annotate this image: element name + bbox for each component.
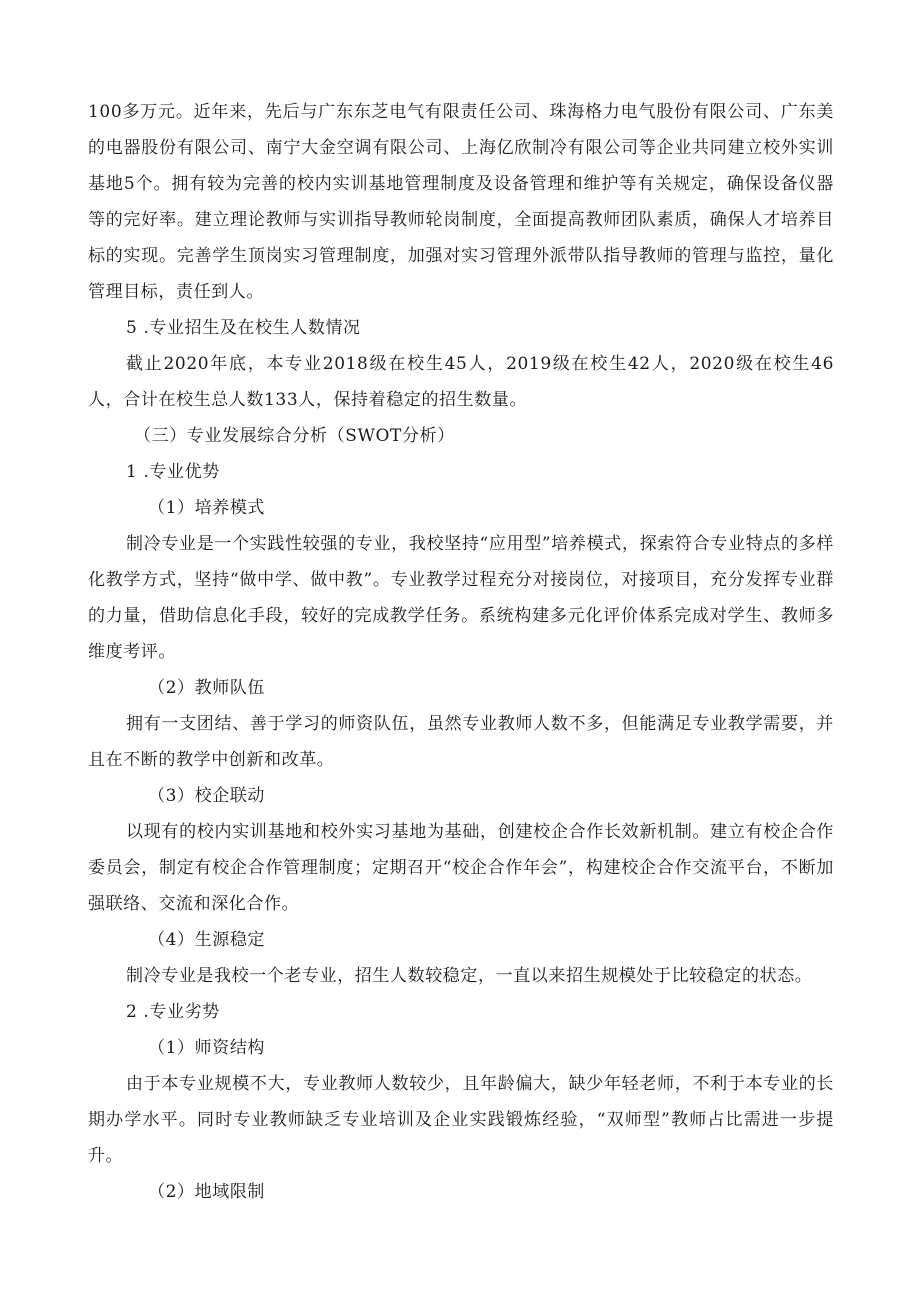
paragraph-school-enterprise: 以现有的校内实训基地和校外实习基地为基础，创建校企合作长效新机制。建立有校企合作委员会，制定有校企合作管理制度；定期召开“校企合作年会”，构建校企合作交流平台，不断加强联络、交流和深化合作。 [88, 822, 834, 914]
paragraph-teaching-staff: 拥有一支团结、善于学习的师资队伍，虽然专业教师人数不多，但能满足专业教学需要，并且在不断的教学中创新和改革。 [88, 714, 834, 770]
paragraph-training-model: 制冷专业是一个实践性较强的专业，我校坚持“应用型”培养模式，探索符合专业特点的多样化教学方式，坚持“做中学、做中教”。专业教学过程充分对接岗位，对接项目，充分发挥专业群的力量，借助信息化手段，较好的完成教学任务。系统构建多元化评价体系完成对学生、教师多维度考评。 [88, 534, 834, 662]
paragraph-staff-structure: 由于本专业规模不大，专业教师人数较少，且年龄偏大，缺少年轻老师，不利于本专业的长期办学水平。同时专业教师缺乏专业培训及企业实践锻炼经验，“双师型”教师占比需进一步提升。 [88, 1074, 834, 1166]
document-page [88, 94, 834, 1210]
heading-staff-structure: （1）师资结构 [148, 1038, 266, 1058]
paragraph-stable-enrollment: 制冷专业是我校一个老专业，招生人数较稳定，一直以来招生规模处于比较稳定的状态。 [126, 966, 813, 986]
heading-enrollment: 5 .专业招生及在校生人数情况 [126, 318, 361, 338]
heading-strengths: 1 .专业优势 [126, 462, 220, 482]
heading-regional-limits: （2）地域限制 [148, 1182, 266, 1202]
heading-weaknesses: 2 .专业劣势 [126, 1002, 220, 1022]
heading-training-model: （1）培养模式 [148, 498, 266, 518]
heading-teaching-staff: （2）教师队伍 [148, 678, 266, 698]
heading-stable-enrollment: （4）生源稳定 [148, 930, 266, 950]
paragraph-enrollment: 截止2020年底，本专业2018级在校生45人，2019级在校生42人，2020级在校生46人，合计在校生总人数133人，保持着稳定的招生数量。 [88, 354, 834, 410]
paragraph-training-bases: 100多万元。近年来，先后与广东东芝电气有限责任公司、珠海格力电气股份有限公司、广东美的电器股份有限公司、南宁大金空调有限公司、上海亿欣制冷有限公司等企业共同建立校外实训基地5个。拥有较为完善的校内实训基地管理制度及设备管理和维护等有关规定，确保设备仪器等的完好率。建立理论教师与实训指导教师轮岗制度，全面提高教师团队素质，确保人才培养目标的实现。完善学生顶岗实习管理制度，加强对实习管理外派带队指导教师的管理与监控，量化管理目标，责任到人。 [88, 102, 834, 302]
heading-swot: （三）专业发展综合分析（SWOT分析） [134, 426, 455, 446]
heading-school-enterprise: （3）校企联动 [148, 786, 266, 806]
